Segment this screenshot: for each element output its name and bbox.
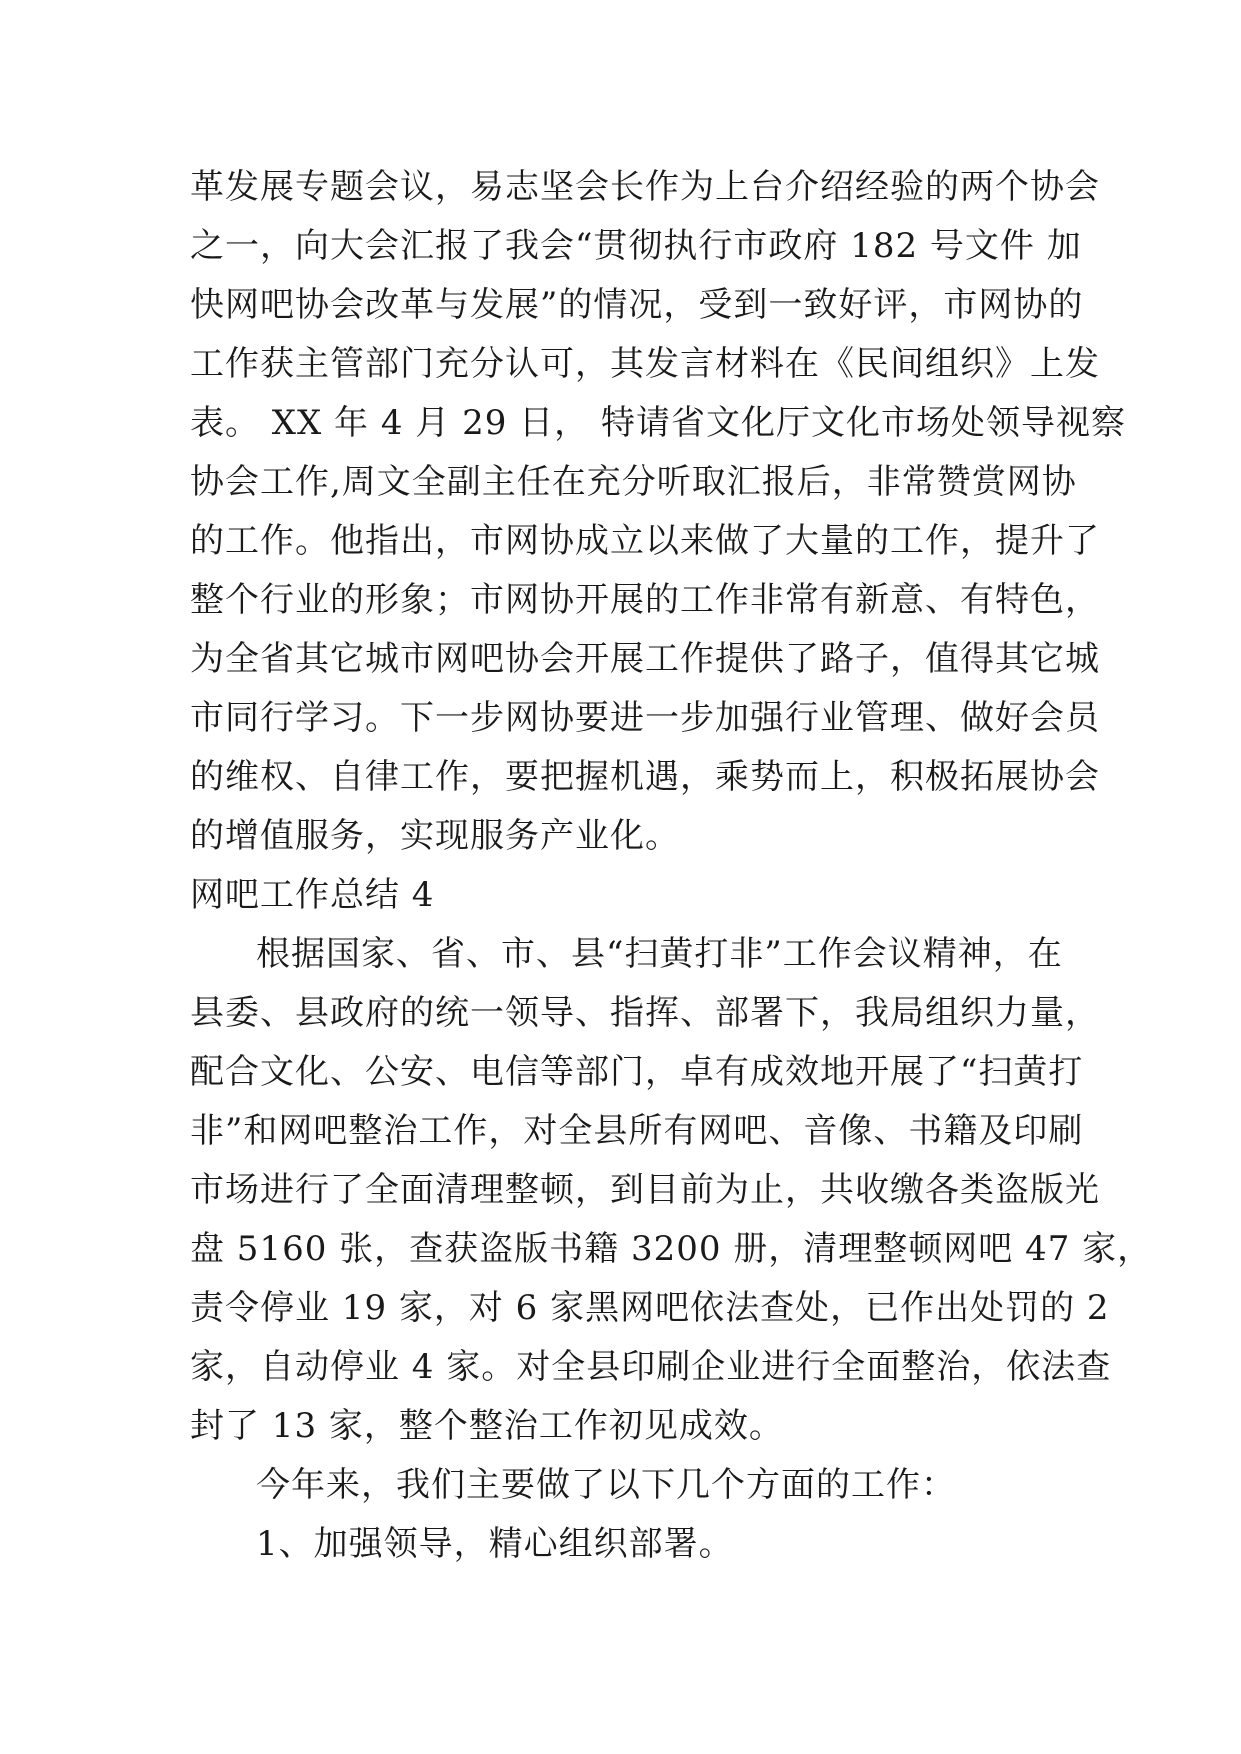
body-line: 非”和网吧整治工作，对全县所有网吧、音像、书籍及印刷 bbox=[190, 1111, 1084, 1151]
body-line: 市同行学习。下一步网协要进一步加强行业管理、做好会员 bbox=[190, 698, 1100, 738]
body-line: 家，自动停业 4 家。对全县印刷企业进行全面整治，依法查 bbox=[190, 1347, 1112, 1387]
body-line: 责令停业 19 家，对 6 家黑网吧依法查处，已作出处罚的 2 bbox=[190, 1288, 1110, 1328]
body-line: 盘 5160 张，查获盗版书籍 3200 册，清理整顿网吧 47 家， bbox=[190, 1229, 1153, 1269]
body-line: 的维权、自律工作，要把握机遇，乘势而上，积极拓展协会 bbox=[190, 757, 1100, 797]
body-line: 县委、县政府的统一领导、指挥、部署下，我局组织力量， bbox=[190, 993, 1100, 1033]
section-heading: 网吧工作总结 4 bbox=[190, 875, 435, 915]
list-item: 1、加强领导，精心组织部署。 bbox=[256, 1524, 734, 1564]
document-page bbox=[190, 158, 1153, 1574]
body-line: 的增值服务，实现服务产业化。 bbox=[190, 816, 680, 856]
body-line: 表。 XX 年 4 月 29 日， 特请省文化厅文化市场处领导视察 bbox=[190, 403, 1126, 443]
body-line: 快网吧协会改革与发展”的情况，受到一致好评，市网协的 bbox=[190, 285, 1084, 325]
body-line: 根据国家、省、市、县“扫黄打非”工作会议精神，在 bbox=[256, 934, 1063, 974]
body-line: 市场进行了全面清理整顿，到目前为止，共收缴各类盗版光 bbox=[190, 1170, 1100, 1210]
body-line: 革发展专题会议，易志坚会长作为上台介绍经验的两个协会 bbox=[190, 167, 1100, 207]
body-line: 协会工作,周文全副主任在充分听取汇报后，非常赞赏网协 bbox=[190, 462, 1077, 502]
body-line: 为全省其它城市网吧协会开展工作提供了路子，值得其它城 bbox=[190, 639, 1100, 679]
body-line: 配合文化、公安、电信等部门，卓有成效地开展了“扫黄打 bbox=[190, 1052, 1084, 1092]
body-line: 整个行业的形象；市网协开展的工作非常有新意、有特色， bbox=[190, 580, 1100, 620]
body-line: 封了 13 家，整个整治工作初见成效。 bbox=[190, 1406, 784, 1446]
body-line: 的工作。他指出，市网协成立以来做了大量的工作，提升了 bbox=[190, 521, 1100, 561]
body-line: 之一，向大会汇报了我会“贯彻执行市政府 182 号文件 加 bbox=[190, 226, 1082, 266]
body-line: 工作获主管部门充分认可，其发言材料在《民间组织》上发 bbox=[190, 344, 1100, 384]
body-line: 今年来，我们主要做了以下几个方面的工作： bbox=[256, 1465, 956, 1505]
